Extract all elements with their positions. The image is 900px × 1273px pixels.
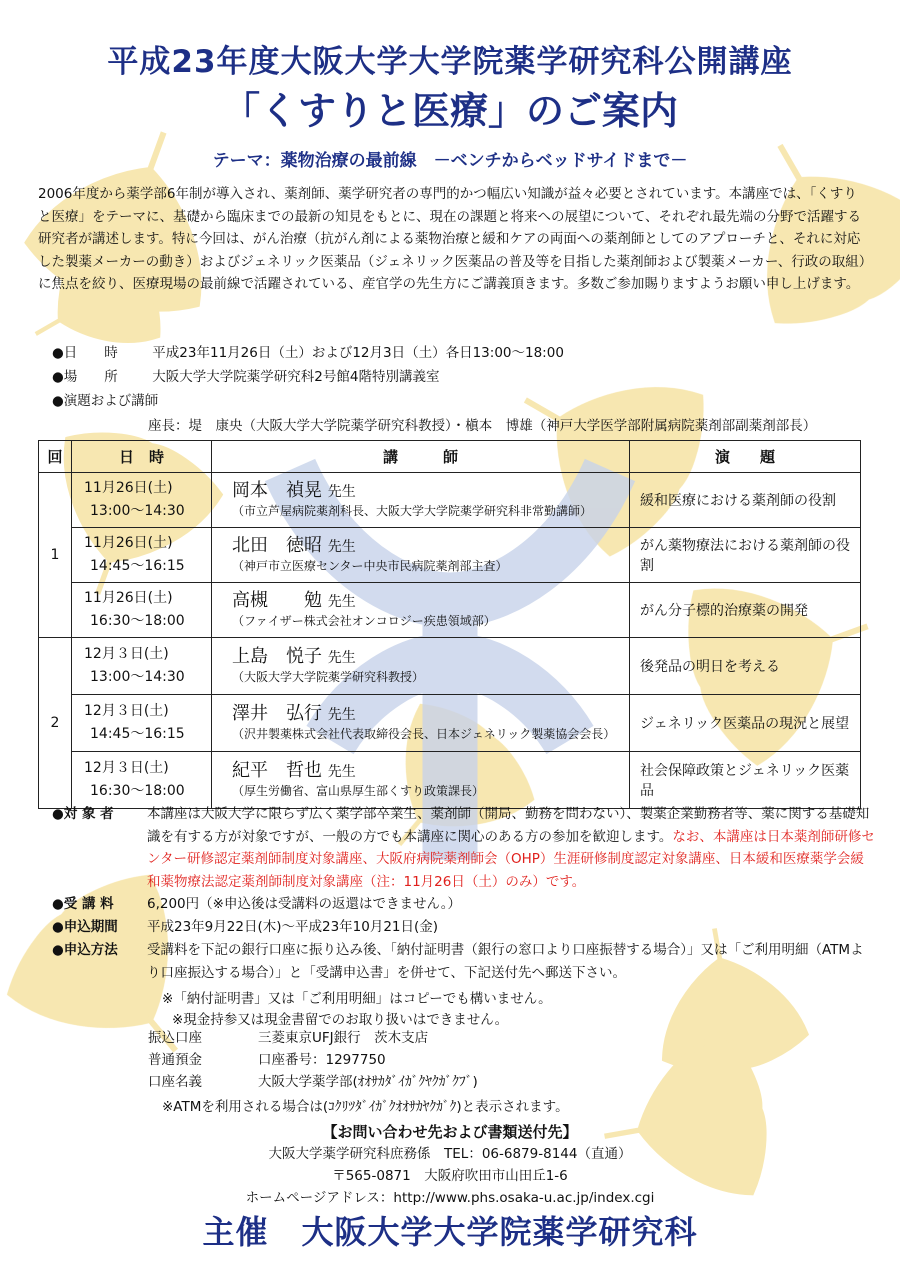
lecturer-affiliation: （ファイザー株式会社オンコロジー疾患領域部） bbox=[232, 614, 496, 628]
table-row bbox=[39, 583, 861, 638]
session-number: 1 bbox=[39, 473, 72, 638]
datetime-value: 平成23年11月26日（土）および12月3日（土）各日13:00～18:00 bbox=[152, 345, 564, 361]
table-row bbox=[39, 638, 861, 695]
topic-cell: ジェネリック医薬品の現況と展望 bbox=[630, 695, 861, 752]
time-text: 14:45～16:15 bbox=[90, 558, 185, 574]
date-cell bbox=[72, 528, 212, 583]
lecturer-title: 先生 bbox=[327, 484, 356, 500]
speakers-label: ●演題および講師 bbox=[52, 393, 159, 409]
date-text: 12月３日(土) bbox=[84, 703, 169, 719]
method-label: ●申込方法 bbox=[52, 942, 118, 958]
lecturer-cell bbox=[212, 528, 630, 583]
host-organization: 主催 大阪大学大学院薬学研究科 bbox=[202, 1213, 698, 1251]
bank-name-label: 口座名義 bbox=[148, 1074, 202, 1090]
header-datetime: 日 時 bbox=[72, 441, 212, 473]
method-value: 受講料を下記の銀行口座に振り込み後、「納付証明書（銀行の窓口より口座振替する場合）」又は「ご利用明細（ATMより口座振込する場合）」と「受講申込書」を併せて、下記送付先へ郵送下さい。 bbox=[147, 942, 864, 981]
table-row bbox=[39, 473, 861, 528]
lecturer-affiliation: （市立芦屋病院薬剤科長、大阪大学大学院薬学研究科非常勤講師） bbox=[232, 504, 593, 518]
lecturer-affiliation: （沢井製薬株式会社代表取締役会長、日本ジェネリック製薬協会会長） bbox=[232, 727, 616, 741]
datetime-label: ●日 時 bbox=[52, 345, 118, 361]
date-text: 12月３日(土) bbox=[84, 760, 169, 776]
datetime-line bbox=[52, 342, 564, 364]
date-cell bbox=[72, 583, 212, 638]
date-text: 11月26日(土) bbox=[84, 590, 173, 606]
lecturer-cell bbox=[212, 638, 630, 695]
method-note-2: ※現金持参又は現金書留でのお取り扱いはできません。 bbox=[172, 1012, 509, 1028]
schedule-table bbox=[38, 440, 861, 809]
time-text: 16:30～18:00 bbox=[90, 613, 185, 629]
topic-cell: 社会保障政策とジェネリック医薬品 bbox=[630, 752, 861, 809]
intro-paragraph: 2006年度から薬学部6年制が導入され、薬剤師、薬学研究者の専門的かつ幅広い知識が益々必要とされています。本講座では、「くすりと医療」をテーマに、基礎から臨床までの最新の知見をもとに、現在の課題と将来への展望について、それぞれ最先端の分野で活躍する研究者が講述します。特に今回は、がん治療（抗がん剤による薬物治療と緩和ケアの両面への薬剤師としてのアプローチと、それに対応した製薬メーカーの動き）およびジェネリック医薬品（ジェネリック医薬品の普及等を目指した薬剤師および製薬メーカー、行政の取組）に焦点を絞り、医療現場の最前線で活躍されている、産官学の先生方にご講義頂きます。多数ご参加賜りますようお願い申し上げます。 bbox=[38, 186, 866, 292]
place-label: ●場 所 bbox=[52, 369, 118, 385]
bank-name-row bbox=[148, 1072, 478, 1094]
lecturer-title: 先生 bbox=[327, 707, 356, 723]
target-label: ●対 象 者 bbox=[52, 806, 114, 822]
date-text: 12月３日(土) bbox=[84, 646, 169, 662]
date-cell bbox=[72, 695, 212, 752]
speakers-line bbox=[52, 390, 158, 412]
bank-type-value: 口座番号：1297750 bbox=[258, 1052, 386, 1068]
lecturer-cell bbox=[212, 473, 630, 528]
header-topic: 演 題 bbox=[630, 441, 861, 473]
period-label: ●申込期間 bbox=[52, 919, 118, 935]
lecturer-cell bbox=[212, 583, 630, 638]
table-row bbox=[39, 528, 861, 583]
header-lecturer: 講 師 bbox=[212, 441, 630, 473]
bank-account-label: 振込口座 bbox=[148, 1030, 202, 1046]
date-cell bbox=[72, 638, 212, 695]
lecturer-cell bbox=[212, 752, 630, 809]
lecturer-title: 先生 bbox=[327, 539, 356, 555]
fee-section bbox=[52, 893, 875, 916]
bank-account-value: 三菱東京UFJ銀行 茨木支店 bbox=[258, 1030, 429, 1046]
header-kai: 回 bbox=[39, 441, 72, 473]
date-cell bbox=[72, 473, 212, 528]
period-value: 平成23年9月22日(木)～平成23年10月21日(金) bbox=[147, 919, 439, 935]
contact-title: 【お問い合わせ先および書類送付先】 bbox=[322, 1123, 578, 1141]
topic-cell: がん薬物療法における薬剤師の役割 bbox=[630, 528, 861, 583]
topic-cell: がん分子標的治療薬の開発 bbox=[630, 583, 861, 638]
lecturer-name: 紀平 哲也 bbox=[232, 760, 322, 781]
lecturer-affiliation: （大阪大学大学院薬学研究科教授） bbox=[232, 670, 425, 684]
topic-cell: 後発品の明日を考える bbox=[630, 638, 861, 695]
lecturer-affiliation: （神戸市立医療センター中央市民病院薬剤部主査） bbox=[232, 559, 508, 573]
lecturer-name: 岡本 禎晃 bbox=[232, 480, 322, 501]
date-text: 11月26日(土) bbox=[84, 535, 173, 551]
session-number: 2 bbox=[39, 638, 72, 809]
contact-address: 〒565-0871 大阪府吹田市山田丘1-6 bbox=[332, 1168, 568, 1184]
target-text-main: 本講座は大阪大学に限らず広く薬学部卒業生、薬剤師（開局、勤務を問わない）、製薬企業勤務者等、薬に関する基礎知識を有する方が対象ですが、一般の方でも本講座に関心のある方の参加を歓迎します。 bbox=[147, 806, 870, 845]
table-row bbox=[39, 695, 861, 752]
target-text-certification: なお、本講座は日本薬剤師研修センター研修認定薬剤師制度対象講座、大阪府病院薬剤師会（OHP）生涯研修制度認定対象講座、日本緩和医療薬学会緩和薬物療法認定薬剤師制度対象講座（注：11月26日（土）のみ）です。 bbox=[147, 828, 875, 890]
method-section bbox=[52, 939, 875, 984]
place-line bbox=[52, 366, 439, 388]
theme: テーマ：薬物治療の最前線 －ベンチからベッドサイドまで－ bbox=[212, 151, 688, 171]
method-note-1: ※「納付証明書」又は「ご利用明細」はコピーでも構いません。 bbox=[162, 991, 552, 1007]
lecturer-name: 上島 悦子 bbox=[232, 646, 322, 667]
bank-account-row bbox=[148, 1028, 428, 1050]
lecturer-name: 北田 徳昭 bbox=[232, 535, 322, 556]
lecturer-title: 先生 bbox=[327, 764, 356, 780]
place-value: 大阪大学大学院薬学研究科2号館4階特別講義室 bbox=[152, 369, 440, 385]
table-row bbox=[39, 752, 861, 809]
title-line-1: 平成23年度大阪大学大学院薬学研究科公開講座 bbox=[107, 44, 793, 80]
lecturer-affiliation: （厚生労働省、富山県厚生部くすり政策課長） bbox=[232, 784, 485, 798]
period-section bbox=[52, 916, 875, 939]
time-text: 16:30～18:00 bbox=[90, 783, 185, 799]
time-text: 14:45～16:15 bbox=[90, 726, 185, 742]
title-line-2: 「くすりと医療」のご案内 bbox=[221, 89, 678, 133]
date-text: 11月26日(土) bbox=[84, 480, 173, 496]
target-section bbox=[52, 803, 875, 893]
lecturer-cell bbox=[212, 695, 630, 752]
time-text: 13:00～14:30 bbox=[90, 503, 185, 519]
lecturer-title: 先生 bbox=[327, 650, 356, 666]
bank-name-value: 大阪大学薬学部(ｵｵｻｶﾀﾞｲｶﾞｸﾔｸｶﾞｸﾌﾞ) bbox=[258, 1074, 478, 1090]
lecturer-name: 高槻 勉 bbox=[232, 590, 322, 611]
atm-note: ※ATMを利用される場合は(ｺｸﾘﾂﾀﾞｲｶﾞｸｵｵｻｶﾔｸｶﾞｸ)と表示されます。 bbox=[162, 1099, 569, 1115]
contact-homepage: ホームページアドレス：http://www.phs.osaka-u.ac.jp/index.cgi bbox=[245, 1190, 655, 1206]
lecturer-name: 澤井 弘行 bbox=[232, 703, 322, 724]
target-text bbox=[147, 803, 875, 893]
fee-value: 6,200円（※申込後は受講料の返還はできません。） bbox=[147, 896, 462, 912]
date-cell bbox=[72, 752, 212, 809]
chair-line: 座長：堤 康央（大阪大学大学院薬学研究科教授）・槇本 博雄（神戸大学医学部附属病院薬剤部副薬剤部長） bbox=[148, 418, 817, 434]
topic-cell: 緩和医療における薬剤師の役割 bbox=[630, 473, 861, 528]
lecturer-title: 先生 bbox=[327, 594, 356, 610]
fee-label: ●受 講 料 bbox=[52, 896, 114, 912]
time-text: 13:00～14:30 bbox=[90, 669, 185, 685]
bank-type-label: 普通預金 bbox=[148, 1052, 202, 1068]
contact-phone: 大阪大学薬学研究科庶務係 TEL：06-6879-8144（直通） bbox=[268, 1146, 632, 1162]
bank-type-row bbox=[148, 1050, 386, 1072]
